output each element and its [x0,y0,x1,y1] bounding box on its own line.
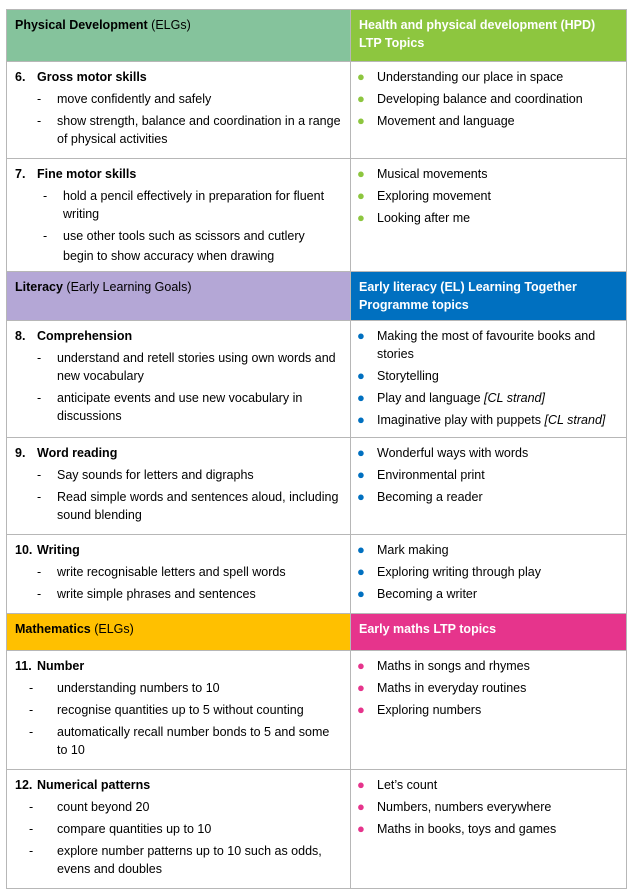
pd-header-bold: Physical Development [15,18,148,32]
bullet-icon: ● [357,821,365,836]
topic-item: Mark making [377,543,449,557]
dash-glyph: - [37,351,42,365]
pd-header-light: (ELGs) [147,18,191,32]
goal-item: understand and retell stories using own words and new vocabulary [57,351,336,383]
maths-header-light: (ELGs) [90,622,134,636]
goal-item: write recognisable letters and spell words [57,565,286,579]
goal-row-12 [7,770,351,889]
goal-item: anticipate events and use new vocabulary in discussions [57,391,303,423]
goal-row-6 [7,62,351,159]
topic-item: Musical movements [377,167,488,181]
topic-item: Maths in songs and rhymes [377,659,530,673]
dash-glyph: - [29,822,34,836]
bullet-icon: ● [357,445,365,460]
goal-item: write simple phrases and sentences [57,587,256,601]
goal-item: move confidently and safely [57,92,212,106]
goal-item: count beyond 20 [57,800,150,814]
literacy-header-light: (Early Learning Goals) [62,280,192,294]
literacy-header [7,272,351,321]
goal-row-7 [7,159,351,272]
topics-cell-7 [351,159,627,272]
goal-row-10 [7,535,351,614]
bullet-icon: ● [357,166,365,181]
bullet-icon: ● [357,680,365,695]
goal-item-continuation: begin to show accuracy when drawing [63,249,275,263]
goal-item: Say sounds for letters and digraphs [57,468,254,482]
bullet-icon: ● [357,412,365,427]
bullet-icon: ● [357,69,365,84]
topics-cell-12 [351,770,627,889]
topic-item: Looking after me [377,211,471,225]
bullet-icon: ● [357,542,365,557]
literacy-header-bold: Literacy [15,280,63,294]
goal-item: compare quantities up to 10 [57,822,212,836]
goal-item: show strength, balance and coordination in a range of physical activities [57,114,341,146]
topic-item: Numbers, numbers everywhere [377,800,552,814]
bullet-icon: ● [357,113,365,128]
bullet-icon: ● [357,777,365,792]
em-header: Early maths LTP topics [351,614,627,651]
hpd-header: Health and physical development (HPD) LTP Topics [351,10,627,62]
dash-glyph: - [37,587,42,601]
topics-cell-10 [351,535,627,614]
goal-row-9 [7,438,351,535]
topic-item: Maths in books, toys and games [377,822,557,836]
el-header: Early literacy (EL) Learning Together Programme topics [351,272,627,321]
topic-item: Maths in everyday routines [377,681,527,695]
bullet-icon: ● [357,91,365,106]
goal-number: 12. [15,778,33,792]
elg-topics-table [6,9,627,889]
bullet-icon: ● [357,489,365,504]
dash-glyph: - [29,703,34,717]
topics-cell-11 [351,651,627,770]
goal-number: 10. [15,543,33,557]
dash-glyph: - [43,229,48,243]
dash-glyph: - [43,189,48,203]
bullet-icon: ● [357,390,365,405]
goal-title: Fine motor skills [37,167,137,181]
goal-item: automatically recall number bonds to 5 and some to 10 [57,725,330,757]
topic-item: Play and language [377,391,481,405]
dash-glyph: - [37,391,42,405]
strand-tag: [CL strand] [484,391,545,405]
goal-title: Writing [37,543,80,557]
dash-glyph: - [29,844,34,858]
bullet-icon: ● [357,564,365,579]
bullet-icon: ● [357,328,365,343]
bullet-icon: ● [357,210,365,225]
goal-item: Read simple words and sentences aloud, including sound blending [57,490,339,522]
goal-title: Gross motor skills [37,70,147,84]
topic-item: Making the most of favourite books and stories [377,329,596,361]
topics-cell-8 [351,321,627,438]
topic-item: Understanding our place in space [377,70,564,84]
goal-item: hold a pencil effectively in preparation for fluent writing [63,189,325,221]
dash-glyph: - [37,565,42,579]
topic-item: Wonderful ways with words [377,446,529,460]
bullet-icon: ● [357,368,365,383]
bullet-icon: ● [357,586,365,601]
goal-number: 6. [15,70,26,84]
goal-row-11 [7,651,351,770]
goal-title: Number [37,659,85,673]
strand-tag: [CL strand] [544,413,606,427]
dash-glyph: - [37,114,42,128]
goal-item: recognise quantities up to 5 without counting [57,703,304,717]
bullet-icon: ● [357,188,365,203]
topic-item: Becoming a reader [377,490,483,504]
bullet-icon: ● [357,467,365,482]
pd-header [7,10,351,62]
topic-item: Becoming a writer [377,587,478,601]
goal-number: 9. [15,446,26,460]
goal-number: 8. [15,329,26,343]
goal-row-8 [7,321,351,438]
topic-item: Developing balance and coordination [377,92,583,106]
dash-glyph: - [29,681,34,695]
dash-glyph: - [29,725,34,739]
topic-item: Exploring numbers [377,703,482,717]
dash-glyph: - [37,490,42,504]
topic-item: Exploring movement [377,189,491,203]
goal-title: Comprehension [37,329,133,343]
goal-item: explore number patterns up to 10 such as odds, evens and doubles [57,844,322,876]
topic-item: Storytelling [377,369,439,383]
topic-item: Let’s count [377,778,438,792]
goal-item: understanding numbers to 10 [57,681,220,695]
maths-header-bold: Mathematics [15,622,91,636]
goal-item: use other tools such as scissors and cutlery [63,229,305,243]
dash-glyph: - [37,468,42,482]
dash-glyph: - [37,92,42,106]
bullet-icon: ● [357,658,365,673]
topics-cell-9 [351,438,627,535]
dash-glyph: - [29,800,34,814]
topic-item: Exploring writing through play [377,565,541,579]
bullet-icon: ● [357,799,365,814]
topic-item: Imaginative play with puppets [377,413,541,427]
goal-title: Numerical patterns [37,778,151,792]
goal-title: Word reading [37,446,118,460]
maths-header [7,614,351,651]
goal-number: 11. [15,659,32,673]
topic-item: Movement and language [377,114,515,128]
topic-item: Environmental print [377,468,485,482]
goal-number: 7. [15,167,26,181]
bullet-icon: ● [357,702,365,717]
topics-cell-6 [351,62,627,159]
